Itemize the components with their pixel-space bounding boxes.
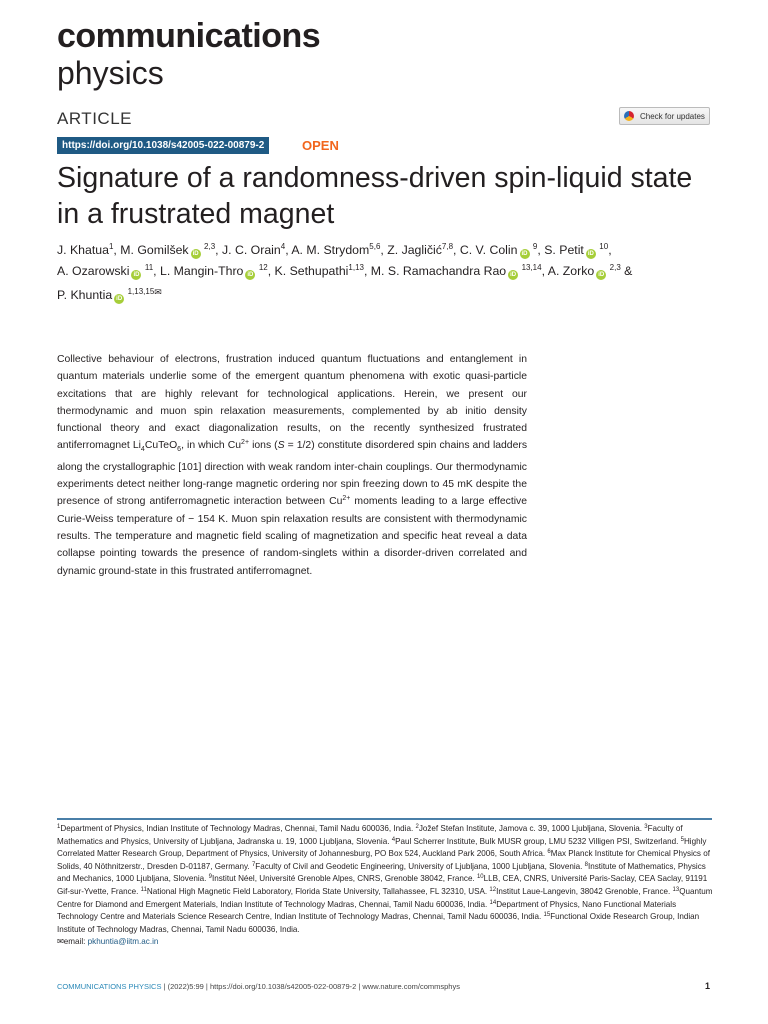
- affil-sup: 13: [672, 886, 680, 893]
- orcid-icon[interactable]: iD: [587, 251, 594, 257]
- affil-text: Functional Oxide Research Group, Indian Institute of Technology Madras, Chennai, Tamil Nadu 600036, India.: [57, 912, 700, 934]
- page-footer: [57, 982, 460, 991]
- affiliations-text: [57, 823, 717, 936]
- author-name[interactable]: , J. C. Orain: [215, 243, 281, 257]
- author-affil-sup: 9: [532, 242, 538, 251]
- affil-sup: 11: [140, 886, 147, 893]
- affil-text: Department of Physics, Nano Functional Materials Technology Centre and Materials Science Research Centre, Indian Institute of Technology Madras, Chennai, Tamil Nadu 600036, India.: [57, 899, 677, 922]
- author-name[interactable]: , S. Petit: [537, 243, 584, 257]
- affil-text: Department of Physics, Indian Institute of Technology Madras, Chennai, Tamil Nadu 600036, India.: [60, 824, 416, 833]
- envelope-icon[interactable]: ✉: [154, 287, 162, 297]
- orcid-icon[interactable]: iD: [598, 272, 605, 278]
- corresponding-email: [57, 936, 717, 949]
- affiliations: [57, 823, 717, 949]
- abstract-text: [57, 351, 527, 580]
- affil-text: Faculty of Civil and Geodetic Engineering, University of Ljubljana, 1000 Ljubljana, Slovenia.: [255, 861, 585, 871]
- ampersand: &: [620, 264, 633, 278]
- title-line-2: in a frustrated magnet: [57, 198, 335, 230]
- abstract-sub: 6: [177, 446, 182, 454]
- author-affil-sup: 10: [599, 242, 609, 251]
- orcid-icon[interactable]: iD: [521, 251, 528, 257]
- affil-sup: 9: [208, 874, 212, 881]
- email-link[interactable]: pkhuntia@iitm.ac.in: [87, 937, 159, 947]
- author-name[interactable]: A. Ozarowski: [57, 264, 130, 278]
- author-affil-sup: 5,6: [369, 242, 381, 251]
- affil-sup: 10: [476, 874, 484, 881]
- affil-text: Institut Laue-Langevin, 38042 Grenoble, France.: [496, 886, 673, 896]
- affil-sup: 5: [680, 836, 684, 843]
- author-affil-sup: 12: [258, 263, 268, 272]
- affil-sup: 12: [489, 886, 497, 893]
- doi-link[interactable]: https://doi.org/10.1038/s42005-022-00879-2: [57, 137, 269, 154]
- abstract-sub: 4: [140, 446, 145, 454]
- affiliations-divider: [57, 818, 712, 820]
- abstract-part: , in which Cu: [181, 440, 242, 452]
- affil-sup: 3: [644, 824, 648, 830]
- affil-sup: 6: [547, 849, 551, 856]
- author-affil-sup: 4: [280, 242, 286, 251]
- affil-sup: 15: [543, 912, 551, 919]
- orcid-icon[interactable]: iD: [116, 296, 123, 302]
- affil-text: Max Planck Institute for Chemical Physics of Solids, 40 Nöthnitzerstr., Dresden D-01187, Germany.: [57, 849, 710, 871]
- footer-citation: | (2022)5:99 | https://doi.org/10.1038/s42005-022-00879-2 | www.nature.com/commsphys: [161, 982, 460, 991]
- affil-sup: 14: [489, 899, 497, 906]
- orcid-icon[interactable]: iD: [133, 272, 140, 278]
- abstract-sup: 2+: [241, 439, 250, 447]
- affil-sup: 1: [57, 824, 61, 830]
- affil-sup: 8: [584, 861, 588, 868]
- affil-text: Jožef Stefan Institute, Jamova c. 39, 1000 Ljubljana, Slovenia.: [418, 824, 645, 833]
- author-line-1: J. Khatua$^1$, M. Gomilšek iD $^{2,3}$, J. C. Orain$^4$, A. M. Strydom$^{5,6}$, Z. Jagličić$^{7,8}$, C. V. Colin iD $^9$, S. Petit iD $^{10}$,: [57, 242, 612, 257]
- title-line-1: Signature of a randomness-driven spin-liquid state: [57, 162, 693, 194]
- abstract-part: ions (: [249, 440, 278, 452]
- author-list: [57, 240, 717, 306]
- envelope-icon: ✉: [57, 937, 64, 947]
- author-affil-sup: 13,14: [521, 263, 542, 272]
- footer-journal-name: COMMUNICATIONS PHYSICS: [57, 982, 162, 991]
- author-affil-sup: 2,3: [609, 263, 621, 272]
- affil-text: Faculty of Mathematics and Physics, University of Ljubljana, Jadranska u. 19, 1000 Ljubljana, Slovenia.: [57, 824, 683, 846]
- affil-text: National High Magnetic Field Laboratory, Florida State University, Tallahassee, FL 32310, USA.: [146, 886, 490, 896]
- affil-sup: 4: [391, 836, 396, 843]
- author-name[interactable]: , C. V. Colin: [453, 243, 518, 257]
- check-for-updates-button[interactable]: [619, 107, 710, 125]
- author-affil-sup: 1,13: [348, 263, 364, 272]
- journal-brand-line2: physics: [57, 55, 164, 91]
- affil-sup: 7: [251, 861, 256, 868]
- author-name[interactable]: , A. Zorko: [541, 264, 595, 278]
- author-name[interactable]: J. Khatua: [57, 243, 109, 257]
- orcid-icon[interactable]: iD: [192, 251, 199, 257]
- email-label: email:: [63, 937, 88, 947]
- affil-text: Highly Correlated Matter Research Group, Department of Physics, University of Johannesburg, PO Box 524, Auckland Park 2006, South Africa.: [57, 836, 707, 859]
- open-access-label: OPEN: [302, 138, 339, 153]
- author-name[interactable]: , L. Mangin-Thro: [153, 264, 244, 278]
- author-affil-sup: 1: [108, 242, 114, 251]
- affil-sup: 2: [415, 824, 419, 830]
- article-type-label: ARTICLE: [57, 109, 132, 128]
- orcid-icon[interactable]: iD: [247, 272, 254, 278]
- author-affil-sup: 1,13,15: [127, 287, 155, 296]
- page-number: 1: [705, 981, 711, 991]
- author-name[interactable]: , A. M. Strydom: [285, 243, 370, 257]
- abstract-part: = 1/2) constitute disordered spin chains and ladders along the crystallographic [101] direction with weak random inter-chain couplings. Our thermodynamic experiments detect neither long-range magnetic ordering nor spin freezing down to 45 mK despite the presence of strong antiferromagnetic interaction between Cu: [57, 440, 528, 508]
- affil-text: Paul Scherrer Institute, Bulk MUSR group, LMU 5232 Villigen PSI, Switzerland.: [395, 836, 681, 846]
- author-name[interactable]: P. Khuntia: [57, 288, 113, 302]
- affil-text: LLB, CEA, CNRS, Université Paris-Saclay, CEA Saclay, 91191 Gif-sur-Yvette, France.: [57, 874, 708, 896]
- author-name[interactable]: , M. Gomilšek: [113, 243, 189, 257]
- author-affil-sup: 11: [144, 263, 154, 272]
- affil-text: Quantum Centre for Diamond and Emergent Materials, Indian Institute of Technology Madras, Chennai, Tamil Nadu 600036, India.: [57, 886, 713, 909]
- abstract-sup: 2+: [342, 495, 351, 503]
- abstract-part: Collective behaviour of electrons, frustration induced quantum fluctuations and entanglement in quantum materials underlie some of the emergent quantum phenomena with exotic quasi-particle excitations that are highly relevant for technological applications. Herein, we present our thermodynamic and muon spin relaxation measurements, complemented by ab initio density functional theory and exact diagonalization results, on the recently synthesized frustrated antiferromagnet Li: [57, 354, 527, 452]
- article-title: [57, 160, 737, 232]
- journal-brand-line1: communications: [57, 17, 321, 55]
- affil-text: Institute of Mathematics, Physics and Mechanics, 1000 Ljubljana, Slovenia.: [57, 861, 706, 884]
- abstract-part: moments leading to a large effective Curie-Weiss temperature of − 154 K. Muon spin relaxation results are consistent with thermodynamic results. The temperature and magnetic field scaling of magnetization and specific heat reveal a data collapse pointing towards the presence of random-singlets within a disorder-driven correlated and dynamic ground-state in this frustrated antiferromagnet.: [57, 496, 527, 577]
- author-line-2: [57, 261, 717, 282]
- author-affil-sup: 2,3: [204, 242, 216, 251]
- author-name[interactable]: , K. Sethupathi: [267, 264, 349, 278]
- author-name[interactable]: , M. S. Ramachandra Rao: [363, 264, 507, 278]
- affil-text: Institut Néel, Université Grenoble Alpes, CNRS, Grenoble 38042, France.: [211, 874, 477, 884]
- crossmark-icon: [624, 111, 634, 121]
- check-for-updates-label: Check for updates: [640, 112, 705, 121]
- abstract-spin-var: S: [277, 440, 285, 452]
- orcid-icon[interactable]: iD: [510, 272, 517, 278]
- author-line-3: [57, 282, 717, 306]
- abstract: [57, 351, 527, 580]
- author-affil-sup: 7,8: [441, 242, 454, 251]
- author-name[interactable]: , Z. Jagličić: [380, 243, 442, 257]
- abstract-part: CuTeO: [144, 440, 178, 452]
